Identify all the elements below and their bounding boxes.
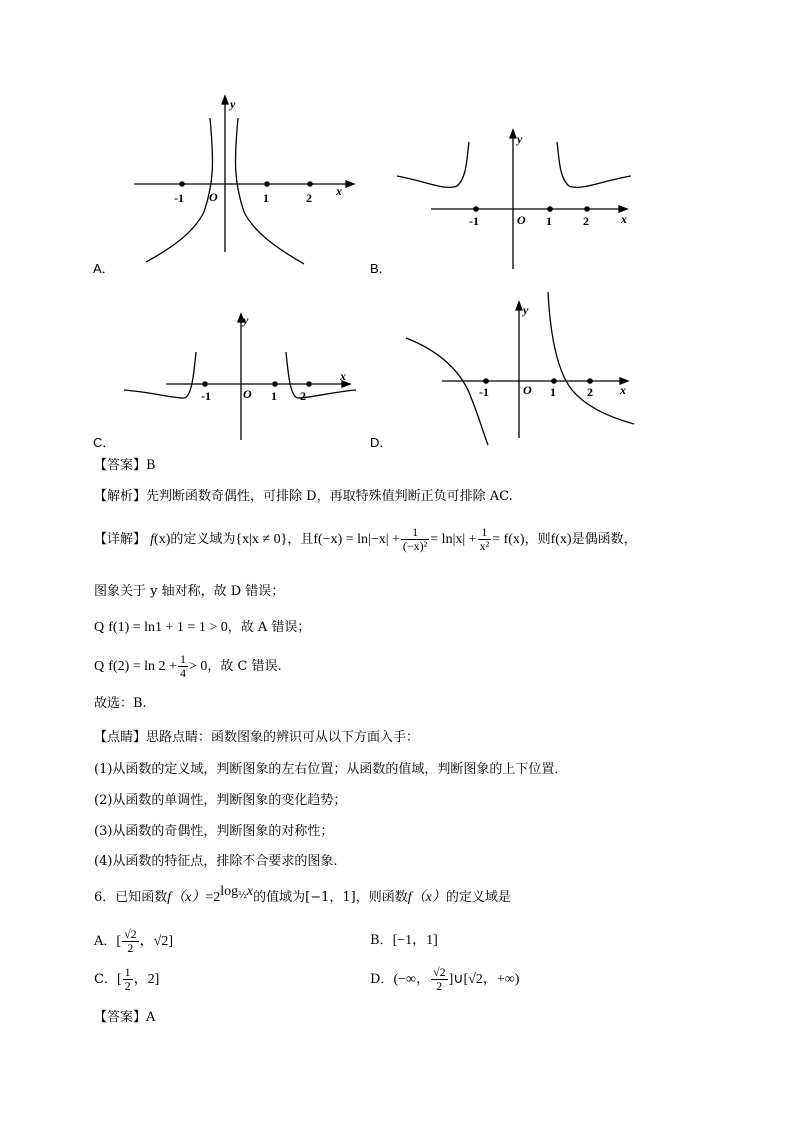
because-symbol-2: Q xyxy=(94,659,105,674)
x-label: x xyxy=(621,212,627,226)
frac-1: $\frac{1}{\text{(−x)²}}$ xyxy=(402,525,428,553)
detail-line-3 xyxy=(94,619,310,637)
because-symbol: Q xyxy=(94,620,105,635)
x-label: x xyxy=(336,184,342,198)
tick-dot-2 xyxy=(587,378,593,384)
answer2-tag: 【答案】 xyxy=(94,1010,147,1025)
detail-c-wrong: ，故 C 错误. xyxy=(207,659,282,674)
q6-option-b[interactable]: B．[−1，1] xyxy=(370,933,438,948)
detail-eq3: = f(x) xyxy=(492,532,525,547)
graph-a-option: A． xyxy=(93,261,115,276)
q6-stem-c: 的定义域是 xyxy=(445,890,511,905)
frac-d: $\frac{√2}{2}$ xyxy=(432,965,446,993)
graph-c-option: C． xyxy=(93,435,116,450)
frac-3: $\frac{1}{4}$ xyxy=(179,652,186,680)
choose-text: 故选：B. xyxy=(94,696,147,711)
tick-dot-minus1 xyxy=(483,378,489,384)
graph-b-option: B． xyxy=(370,261,392,276)
answer-tag: 【答案】 xyxy=(94,458,147,473)
tick-label-1: 1 xyxy=(550,385,556,399)
tick-dot-1 xyxy=(547,206,553,212)
origin-label: O xyxy=(517,213,526,227)
q6-option-d[interactable]: D．(−∞， $\frac{√2}{2}$ ]∪[√2，+∞) xyxy=(370,965,520,993)
analysis-tag: 【解析】 xyxy=(94,489,147,504)
tips-intro-line xyxy=(94,729,419,747)
x-label: x xyxy=(340,369,346,383)
detail-line-4 xyxy=(94,652,282,682)
tick-label-2: 2 xyxy=(587,385,593,399)
y-arrow xyxy=(516,302,522,310)
detail-eq1: f(−x) = ln|−x| + xyxy=(313,532,400,547)
tick-label-minus1: -1 xyxy=(174,191,184,205)
q6-stem-a: 6．已知函数 xyxy=(94,890,168,905)
graph-d xyxy=(402,290,642,450)
tick-label-1: 1 xyxy=(546,214,552,228)
left-branch xyxy=(124,352,196,398)
answer2-line xyxy=(94,1009,155,1027)
tick-dot-1 xyxy=(551,378,557,384)
x-label: x xyxy=(620,383,626,397)
detail-line-1 xyxy=(94,525,637,555)
tick-label-1: 1 xyxy=(263,191,269,205)
frac-c: $\frac{1}{2}$ xyxy=(124,965,131,993)
right-branch xyxy=(236,118,304,264)
y-arrow xyxy=(510,130,516,138)
q6-option-a[interactable]: A．[ $\frac{√2}{2}$ ，√2] xyxy=(94,927,174,955)
detail-tag: 【详解】 xyxy=(94,532,147,547)
tick-label-1: 1 xyxy=(271,389,277,403)
tips-item: (2)从函数的单调性，判断图象的变化趋势； xyxy=(94,793,347,808)
q6-f1: f（x） xyxy=(167,890,206,905)
detail-fx: f(x) xyxy=(550,532,572,547)
tick-label-2: 2 xyxy=(300,389,306,403)
right-branch xyxy=(557,142,631,187)
tick-label-2: 2 xyxy=(583,214,589,228)
q6-log: log xyxy=(220,884,239,899)
tick-dot-minus1 xyxy=(202,381,208,387)
y-label: y xyxy=(523,303,529,317)
detail-gt0: > 0 xyxy=(188,659,208,674)
detail-even: 是偶函数， xyxy=(571,532,637,547)
y-label: y xyxy=(243,313,249,327)
graph-d-option: D． xyxy=(370,435,393,450)
tick-label-minus1: -1 xyxy=(479,385,489,399)
tick-dot-minus1 xyxy=(179,181,185,187)
tick-label-minus1: -1 xyxy=(469,214,479,228)
graph-a xyxy=(128,92,360,267)
frac-a: $\frac{√2}{2}$ xyxy=(124,927,137,955)
answer-value: B xyxy=(146,458,156,473)
detail-fx-arg: (x) xyxy=(154,532,171,547)
left-branch xyxy=(397,142,469,187)
graph-b xyxy=(395,126,635,271)
detail-eq2: = ln|x| + xyxy=(430,532,477,547)
y-label: y xyxy=(517,132,523,146)
left-branch xyxy=(146,118,212,262)
tick-dot-2 xyxy=(584,206,590,212)
answer-line xyxy=(94,457,156,475)
y-arrow xyxy=(222,96,228,104)
left-branch xyxy=(406,338,488,445)
detail-choose xyxy=(94,695,147,713)
tick-label-minus1: -1 xyxy=(201,389,211,403)
detail-f: f xyxy=(150,532,155,547)
analysis-text: 先判断函数奇偶性，可排除 D，再取特殊值判断正负可排除 AC. xyxy=(146,489,513,504)
tick-dot-1 xyxy=(264,181,270,187)
x-arrow xyxy=(346,181,354,187)
tick-dot-2 xyxy=(306,381,312,387)
q6-log-arg: x xyxy=(246,884,254,899)
origin-label: O xyxy=(523,383,532,397)
tick-dot-2 xyxy=(307,181,313,187)
tips-item: (3)从函数的奇偶性，判断图象的对称性； xyxy=(94,824,334,839)
q6-option-c[interactable]: C．[ $\frac{1}{2}$ ，2] xyxy=(94,965,160,993)
origin-label: O xyxy=(243,387,252,401)
answer2-value: A xyxy=(146,1010,156,1025)
detail-f1: f(1) = ln1 + 1 = 1 > 0 xyxy=(108,620,228,635)
q6-log-base: ½ xyxy=(238,891,247,902)
graph-c xyxy=(120,312,360,442)
tick-dot-minus1 xyxy=(473,206,479,212)
detail-symmetry: 图象关于 y 轴对称，故 D 错误； xyxy=(94,584,285,599)
analysis-line xyxy=(94,488,513,506)
right-branch xyxy=(548,292,634,424)
detail-line-2 xyxy=(94,583,284,601)
q6-stem-b: 的值域为[−1，1]，则函数 xyxy=(253,890,408,905)
q6-f2: f（x） xyxy=(407,890,446,905)
detail-f2: f(2) = ln 2 + xyxy=(108,659,177,674)
detail-and: ，且 xyxy=(287,532,314,547)
detail-a-wrong: ，故 A 错误； xyxy=(227,620,311,635)
q6-stem xyxy=(94,885,511,915)
q6-eq: =2 xyxy=(205,890,221,905)
tick-label-2: 2 xyxy=(306,191,312,205)
tick-dot-1 xyxy=(272,381,278,387)
tips-item: (1)从函数的定义域，判断图象的左右位置；从函数的值域，判断图象的上下位置． xyxy=(94,762,568,777)
detail-then: ，则 xyxy=(524,532,551,547)
tips-tag: 【点睛】 xyxy=(94,730,147,745)
domain-set: {x|x ≠ 0} xyxy=(235,532,288,547)
origin-label: O xyxy=(209,190,218,204)
tips-item: (4)从函数的特征点，排除不合要求的图象. xyxy=(94,854,338,869)
detail-domain-text: 的定义域为 xyxy=(170,532,236,547)
tips-intro: 思路点睛：函数图象的辨识可从以下方面入手： xyxy=(146,730,420,745)
frac-2: $\frac{1}{\text{x²}}$ xyxy=(479,525,490,553)
y-label: y xyxy=(230,97,236,111)
